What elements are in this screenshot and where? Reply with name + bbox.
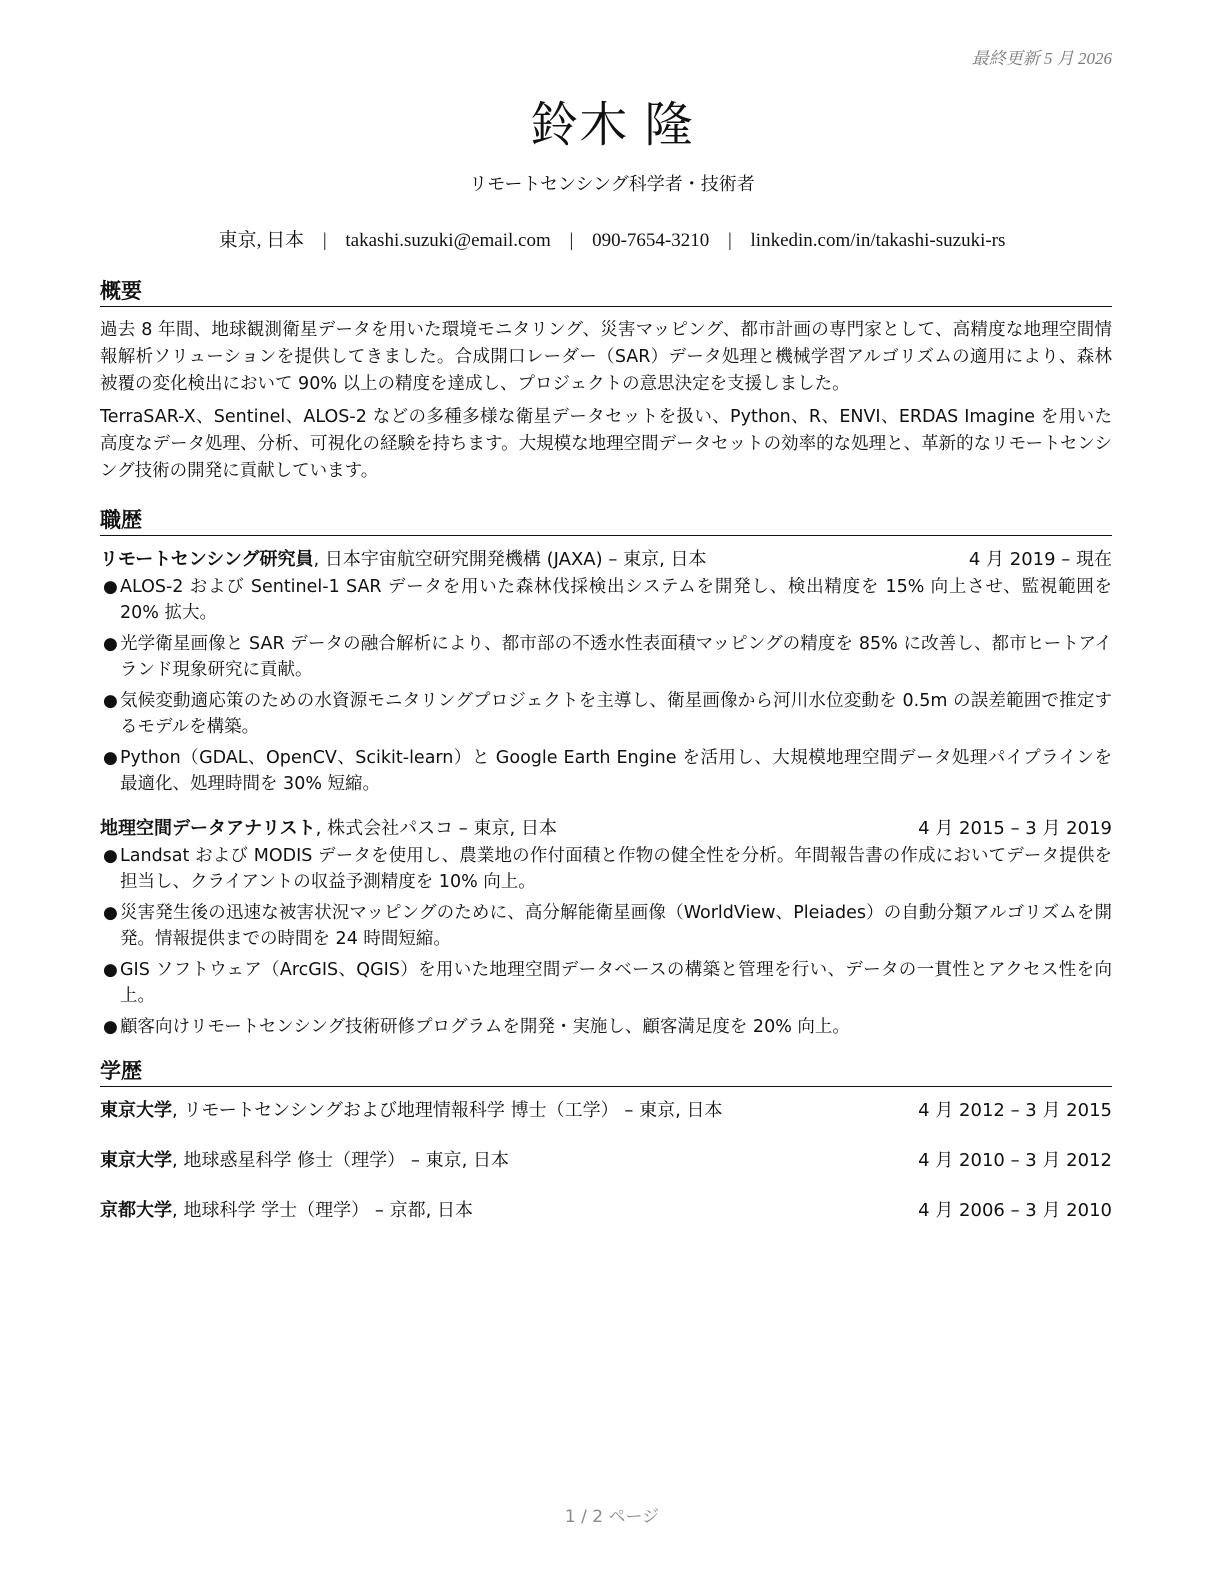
summary-section bbox=[100, 278, 1112, 485]
section-title-education: 学歴 bbox=[100, 1058, 1112, 1087]
job-bullets bbox=[100, 843, 1112, 1040]
job-bullets bbox=[100, 574, 1112, 797]
job-role: リモートセンシング研究員 bbox=[100, 549, 314, 570]
education-entry bbox=[100, 1197, 1112, 1225]
list-item bbox=[100, 1014, 1112, 1040]
bullet-icon: ● bbox=[103, 960, 118, 980]
school-name: 東京大学 bbox=[100, 1100, 172, 1121]
page-number: 1 / 2 ページ bbox=[564, 1507, 660, 1527]
bullet-icon: ● bbox=[103, 634, 118, 654]
education-dates: 4 月 2012 – 3 月 2015 bbox=[918, 1100, 1112, 1121]
list-item bbox=[100, 745, 1112, 797]
job-org: , 日本宇宙航空研究開発機構 (JAXA) – 東京, 日本 bbox=[313, 549, 707, 570]
job-header bbox=[100, 815, 1112, 843]
summary-paragraph: TerraSAR-X、Sentinel、ALOS-2 などの多種多様な衛星データセットを扱い、Python、R、ENVI、ERDAS Imagine を用いた高度なデータ処理、分析、可視化の経験を持ちます。大規模な地理空間データセットの効率的な処理と、革新的なリモートセンシング技術の開発に貢献しています。 bbox=[100, 407, 1112, 481]
education-dates: 4 月 2006 – 3 月 2010 bbox=[918, 1200, 1112, 1221]
school-name: 京都大学 bbox=[100, 1200, 172, 1221]
list-item bbox=[100, 900, 1112, 952]
bullet-text: 災害発生後の迅速な被害状況マッピングのために、高分解能衛星画像（WorldView、Pleiades）の自動分類アルゴリズムを開発。情報提供までの時間を 24 時間短縮。 bbox=[120, 903, 1112, 949]
job-entry bbox=[100, 546, 1112, 797]
contact-location: 東京, 日本 bbox=[218, 230, 305, 251]
list-item bbox=[100, 631, 1112, 683]
bullet-icon: ● bbox=[103, 903, 118, 923]
education-section bbox=[100, 1058, 1112, 1225]
headline: リモートセンシング科学者・技術者 bbox=[469, 174, 755, 195]
bullet-text: 顧客向けリモートセンシング技術研修プログラムを開発・実施し、顧客満足度を 20% 向上。 bbox=[120, 1017, 850, 1037]
section-title-experience: 職歴 bbox=[100, 507, 1112, 536]
job-entry bbox=[100, 815, 1112, 1040]
bullet-icon: ● bbox=[103, 691, 118, 711]
list-item bbox=[100, 957, 1112, 1009]
last-updated: 最終更新 5 月 2026 bbox=[971, 49, 1112, 68]
degree-detail: , 地球科学 学士（理学） – 京都, 日本 bbox=[172, 1200, 474, 1221]
bullet-text: 光学衛星画像と SAR データの融合解析により、都市部の不透水性表面積マッピングの精度を 85% に改善し、都市ヒートアイランド現象研究に貢献。 bbox=[120, 634, 1112, 680]
job-header bbox=[100, 546, 1112, 574]
bullet-icon: ● bbox=[103, 748, 118, 768]
list-item bbox=[100, 843, 1112, 895]
bullet-text: Python（GDAL、OpenCV、Scikit-learn）と Google Earth Engine を活用し、大規模地理空間データ処理パイプラインを最適化、処理時間を 30% 短縮。 bbox=[120, 748, 1112, 794]
education-entry bbox=[100, 1147, 1112, 1175]
bullet-text: ALOS-2 および Sentinel-1 SAR データを用いた森林伐採検出システムを開発し、検出精度を 15% 向上させ、監視範囲を 20% 拡大。 bbox=[120, 577, 1112, 623]
list-item bbox=[100, 688, 1112, 740]
contact-line bbox=[0, 225, 1224, 252]
bullet-icon: ● bbox=[103, 1017, 118, 1037]
bullet-icon: ● bbox=[103, 577, 118, 597]
bullet-text: Landsat および MODIS データを使用し、農業地の作付面積と作物の健全性を分析。年間報告書の作成においてデータ提供を担当し、クライアントの収益予測精度を 10% 向上。 bbox=[120, 846, 1112, 892]
contact-separator: | bbox=[569, 230, 574, 251]
school-name: 東京大学 bbox=[100, 1150, 172, 1171]
degree-detail: , 地球惑星科学 修士（理学） – 東京, 日本 bbox=[172, 1150, 510, 1171]
degree-detail: , リモートセンシングおよび地理情報科学 博士（工学） – 東京, 日本 bbox=[172, 1100, 723, 1121]
contact-linkedin[interactable]: linkedin.com/in/takashi-suzuki-rs bbox=[750, 230, 1006, 251]
job-title-line bbox=[100, 815, 557, 843]
job-title-line bbox=[100, 546, 707, 574]
contact-phone: 090-7654-3210 bbox=[592, 230, 710, 251]
education-title-line bbox=[100, 1197, 473, 1225]
job-role: 地理空間データアナリスト bbox=[100, 818, 316, 839]
person-name: 鈴木 隆 bbox=[530, 97, 694, 153]
job-dates: 4 月 2015 – 3 月 2019 bbox=[918, 818, 1112, 839]
education-entry bbox=[100, 1097, 1112, 1125]
contact-email[interactable]: takashi.suzuki@email.com bbox=[345, 230, 551, 251]
summary-paragraph: 過去 8 年間、地球観測衛星データを用いた環境モニタリング、災害マッピング、都市計画の専門家として、高精度な地理空間情報解析ソリューションを提供してきました。合成開口レーダー（SAR）データ処理と機械学習アルゴリズムの適用により、森林被覆の変化検出において 90% 以上の精度を達成し、プロジェクトの意思決定を支援しました。 bbox=[100, 320, 1112, 394]
education-dates: 4 月 2010 – 3 月 2012 bbox=[918, 1150, 1112, 1171]
job-dates: 4 月 2019 – 現在 bbox=[968, 549, 1112, 570]
bullet-text: GIS ソフトウェア（ArcGIS、QGIS）を用いた地理空間データベースの構築と管理を行い、データの一貫性とアクセス性を向上。 bbox=[120, 960, 1112, 1006]
bullet-icon: ● bbox=[103, 846, 118, 866]
bullet-text: 気候変動適応策のための水資源モニタリングプロジェクトを主導し、衛星画像から河川水位変動を 0.5m の誤差範囲で推定するモデルを構築。 bbox=[120, 691, 1112, 737]
experience-section bbox=[100, 507, 1112, 1040]
education-title-line bbox=[100, 1147, 509, 1175]
section-title-summary: 概要 bbox=[100, 278, 1112, 307]
list-item bbox=[100, 574, 1112, 626]
job-org: , 株式会社パスコ – 東京, 日本 bbox=[315, 818, 557, 839]
resume-body bbox=[100, 278, 1112, 1247]
contact-separator: | bbox=[322, 230, 327, 251]
education-title-line bbox=[100, 1097, 723, 1125]
contact-separator: | bbox=[727, 230, 732, 251]
